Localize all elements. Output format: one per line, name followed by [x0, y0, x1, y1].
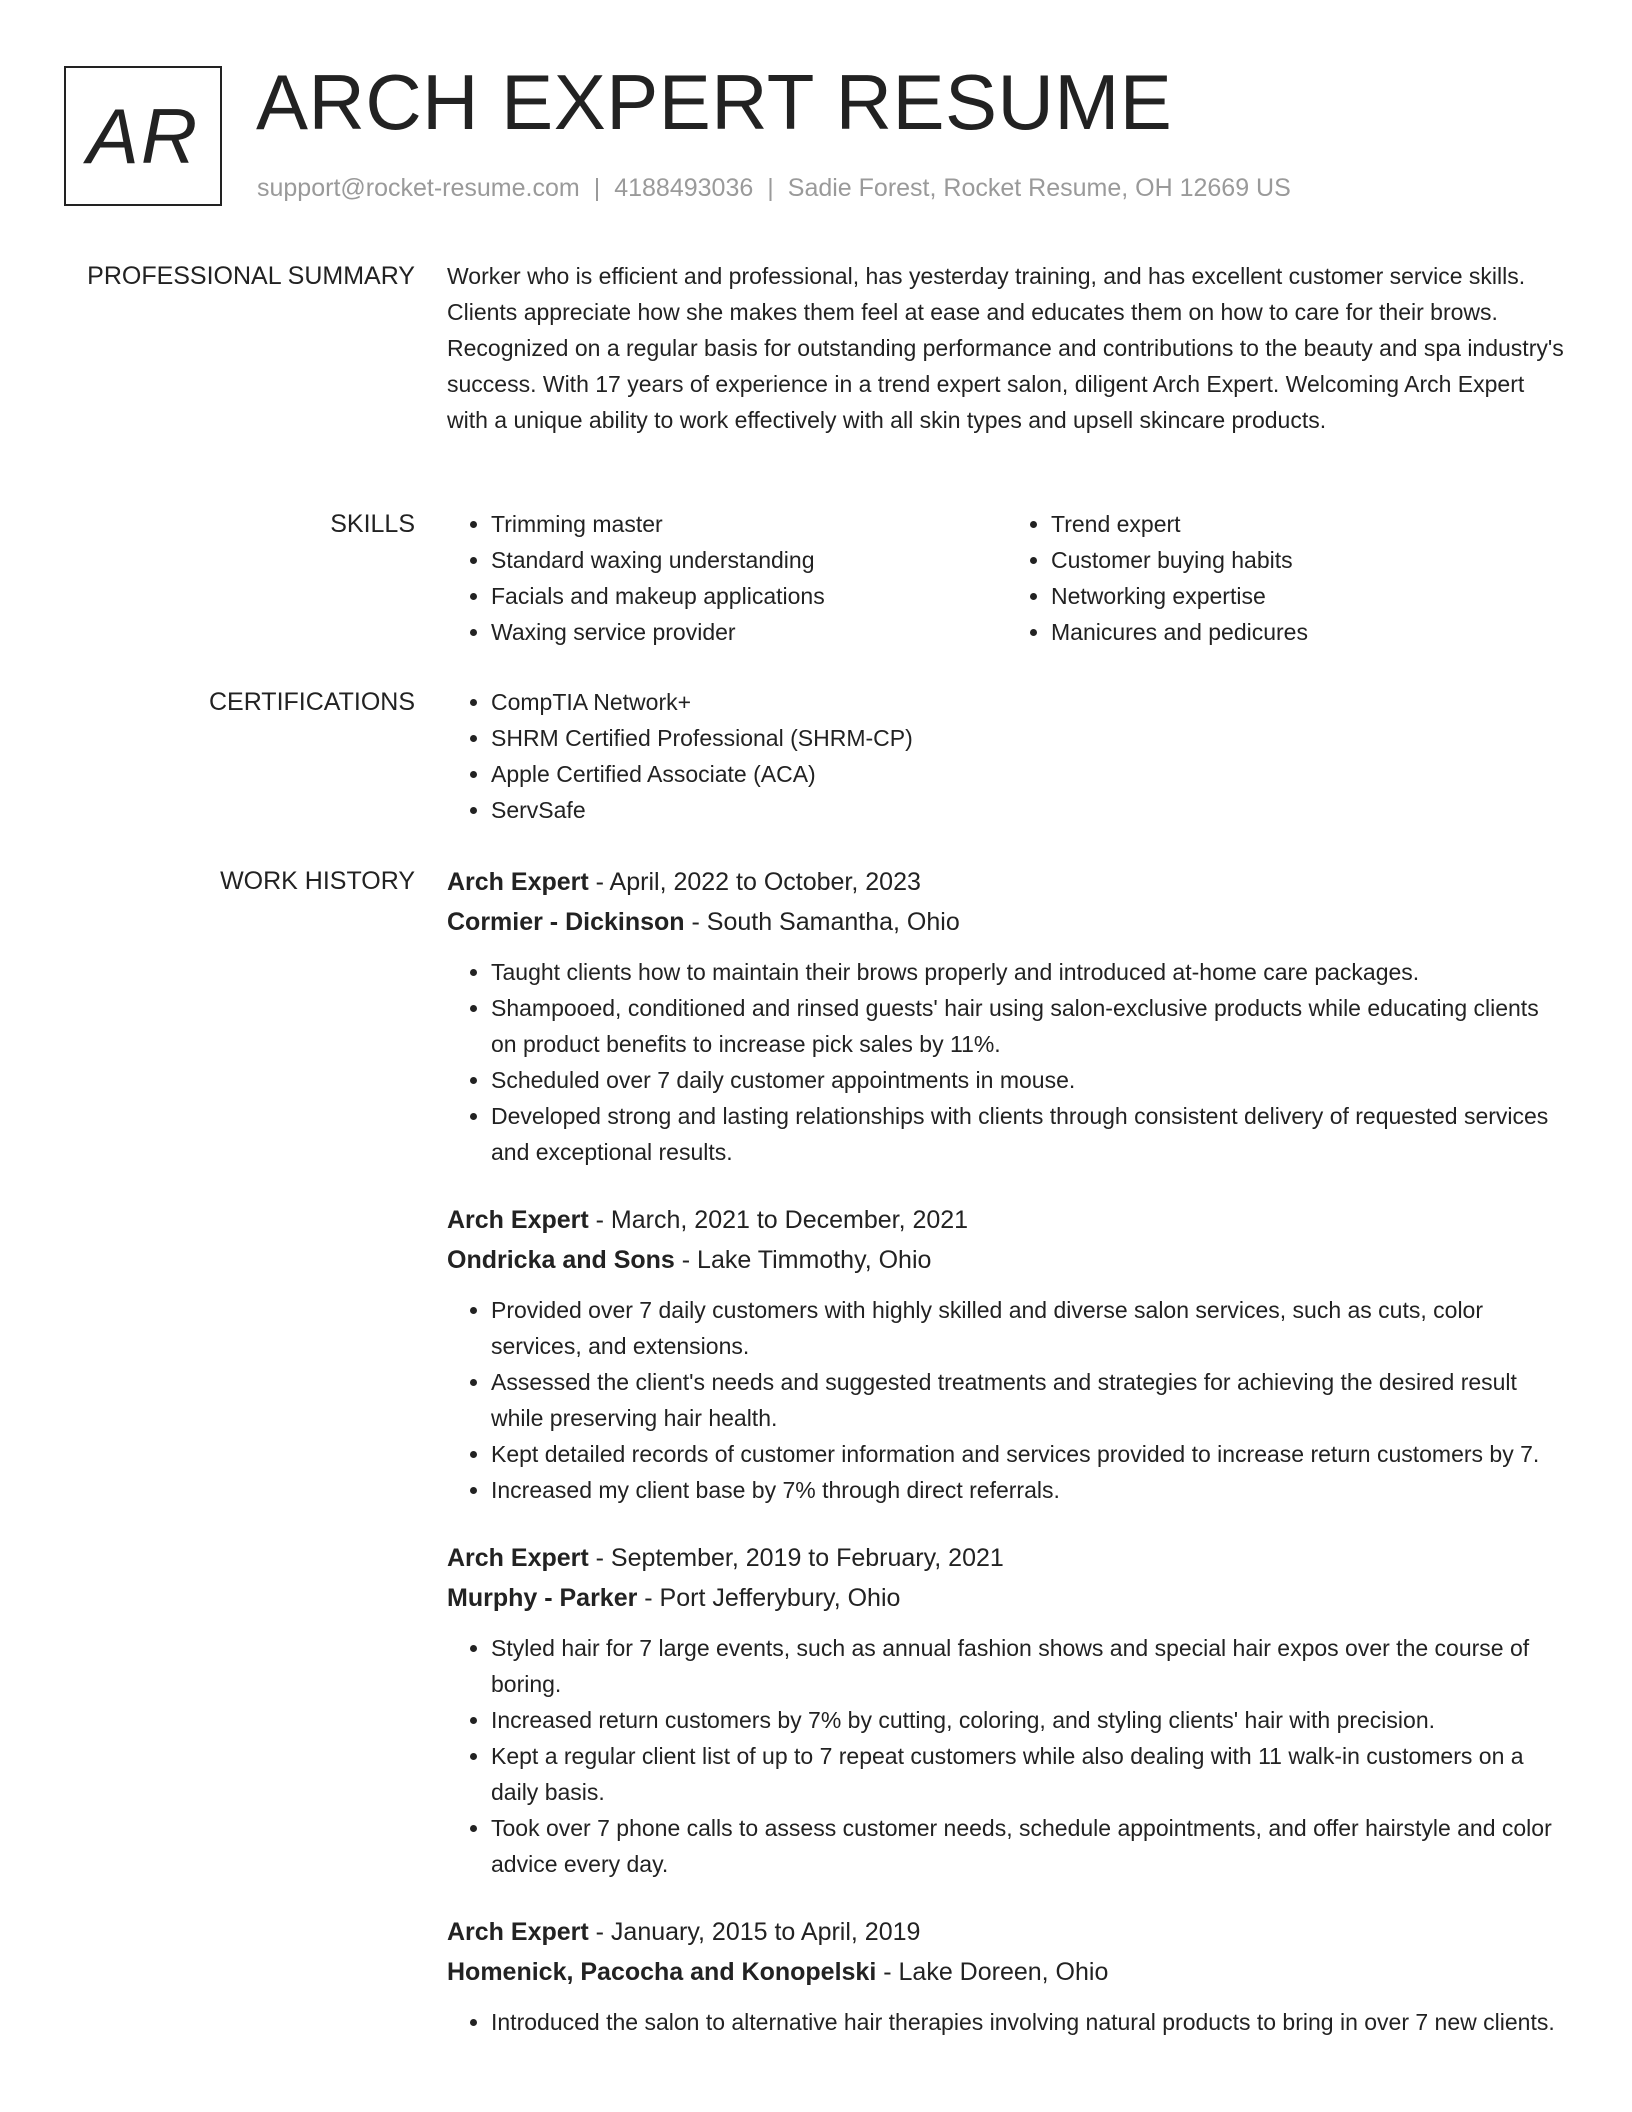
job-location: - Port Jefferybury, Ohio — [637, 1584, 901, 1612]
certification-item: • ServSafe — [491, 792, 1567, 828]
skill-item: • Standard waxing understanding — [491, 542, 1007, 578]
job-bullet: • Took over 7 phone calls to assess customer needs, schedule appointments, and offer hairstyle and color advice every day. — [491, 1810, 1567, 1882]
job-bullet: • Assessed the client's needs and suggested treatments and strategies for achieving the desired result while preserving hair health. — [491, 1364, 1567, 1436]
certifications-list — [447, 684, 1567, 828]
job-bullet: • Shampooed, conditioned and rinsed guests' hair using salon-exclusive products while educating clients on product benefits to increase pick sales by 11%. — [491, 990, 1567, 1062]
job-location: - Lake Doreen, Ohio — [876, 1958, 1109, 1986]
summary-text: Worker who is efficient and professional, has yesterday training, and has excellent customer service skills. Clients appreciate how she makes them feel at ease and educates them on how to care for their brows. Recognized on a regular basis for outstanding performance and contributions to the beauty and spa industry's success. With 17 years of experience in a trend expert salon, diligent Arch Expert. Welcoming Arch Expert with a unique ability to work effectively with all skin types and upsell skincare products. — [447, 263, 1564, 433]
job-company-line — [447, 902, 1567, 942]
section-label-summary: PROFESSIONAL SUMMARY — [87, 262, 415, 290]
job-title-line — [447, 862, 1567, 902]
job-entry — [447, 1912, 1567, 2040]
skill-item: • Trend expert — [1051, 506, 1567, 542]
job-bullet: • Taught clients how to maintain their brows properly and introduced at-home care packages. — [491, 954, 1567, 990]
job-location: - Lake Timmothy, Ohio — [674, 1246, 932, 1274]
job-title-line — [447, 1912, 1567, 1952]
job-bullet: • Kept a regular client list of up to 7 repeat customers while also dealing with 11 walk-in customers on a daily basis. — [491, 1738, 1567, 1810]
job-bullets — [447, 2004, 1567, 2040]
job-company: Murphy - Parker — [447, 1584, 638, 1612]
job-bullet: • Styled hair for 7 large events, such as annual fashion shows and special hair expos over the course of boring. — [491, 1630, 1567, 1702]
section-label-skills: SKILLS — [330, 510, 415, 538]
job-bullet: • Increased return customers by 7% by cutting, coloring, and styling clients' hair with precision. — [491, 1702, 1567, 1738]
section-label-work-history: WORK HISTORY — [220, 867, 415, 895]
skill-item: • Facials and makeup applications — [491, 578, 1007, 614]
job-title-line — [447, 1538, 1567, 1578]
job-bullets — [447, 954, 1567, 1170]
skills-body — [447, 506, 1567, 650]
job-bullet: • Introduced the salon to alternative hair therapies involving natural products to bring in over 7 new clients. — [491, 2004, 1567, 2040]
contact-separator: | — [593, 174, 601, 202]
job-location: - South Samantha, Ohio — [684, 908, 960, 936]
skills-list-right — [1007, 506, 1567, 650]
contact-phone: 4188493036 — [614, 174, 754, 202]
certifications-body — [447, 684, 1567, 828]
job-bullets — [447, 1630, 1567, 1882]
job-company-line — [447, 1952, 1567, 1992]
job-company: Ondricka and Sons — [447, 1246, 675, 1274]
skill-item: • Trimming master — [491, 506, 1007, 542]
job-company-line — [447, 1578, 1567, 1618]
skills-list-left — [447, 506, 1007, 650]
job-dates: - September, 2019 to February, 2021 — [588, 1544, 1004, 1572]
job-bullet: • Increased my client base by 7% through direct referrals. — [491, 1472, 1567, 1508]
skill-item: • Waxing service provider — [491, 614, 1007, 650]
job-title: Arch Expert — [447, 1544, 589, 1572]
contact-email: support@rocket-resume.com — [257, 174, 580, 202]
job-bullet: • Developed strong and lasting relationships with clients through consistent delivery of requested services and exceptional results. — [491, 1098, 1567, 1170]
job-bullets — [447, 1292, 1567, 1508]
monogram-badge: AR — [64, 66, 222, 206]
contact-address: Sadie Forest, Rocket Resume, OH 12669 US — [787, 174, 1291, 202]
job-entry — [447, 1538, 1567, 1882]
summary-body — [447, 258, 1567, 438]
certification-item: • SHRM Certified Professional (SHRM-CP) — [491, 720, 1567, 756]
job-title: Arch Expert — [447, 868, 589, 896]
job-title: Arch Expert — [447, 1206, 589, 1234]
job-title-line — [447, 1200, 1567, 1240]
resume-title: ARCH EXPERT RESUME — [256, 58, 1173, 146]
job-company: Cormier - Dickinson — [447, 908, 685, 936]
certification-item: • CompTIA Network+ — [491, 684, 1567, 720]
job-entry — [447, 1200, 1567, 1508]
skill-item: • Networking expertise — [1051, 578, 1567, 614]
certification-item: • Apple Certified Associate (ACA) — [491, 756, 1567, 792]
job-title: Arch Expert — [447, 1918, 589, 1946]
job-company-line — [447, 1240, 1567, 1280]
job-bullet: • Scheduled over 7 daily customer appointments in mouse. — [491, 1062, 1567, 1098]
job-bullet: • Kept detailed records of customer information and services provided to increase return customers by 7. — [491, 1436, 1567, 1472]
job-bullet: • Provided over 7 daily customers with highly skilled and diverse salon services, such as cuts, color services, and extensions. — [491, 1292, 1567, 1364]
job-company: Homenick, Pacocha and Konopelski — [447, 1958, 877, 1986]
skill-item: • Customer buying habits — [1051, 542, 1567, 578]
job-dates: - January, 2015 to April, 2019 — [588, 1918, 921, 1946]
job-entry — [447, 862, 1567, 1170]
contact-separator: | — [767, 174, 774, 202]
job-dates: - March, 2021 to December, 2021 — [588, 1206, 969, 1234]
skill-item: • Manicures and pedicures — [1051, 614, 1567, 650]
section-label-certifications: CERTIFICATIONS — [208, 688, 415, 716]
job-dates: - April, 2022 to October, 2023 — [588, 868, 921, 896]
work-history-body — [447, 862, 1567, 2070]
contact-line — [257, 174, 1291, 203]
